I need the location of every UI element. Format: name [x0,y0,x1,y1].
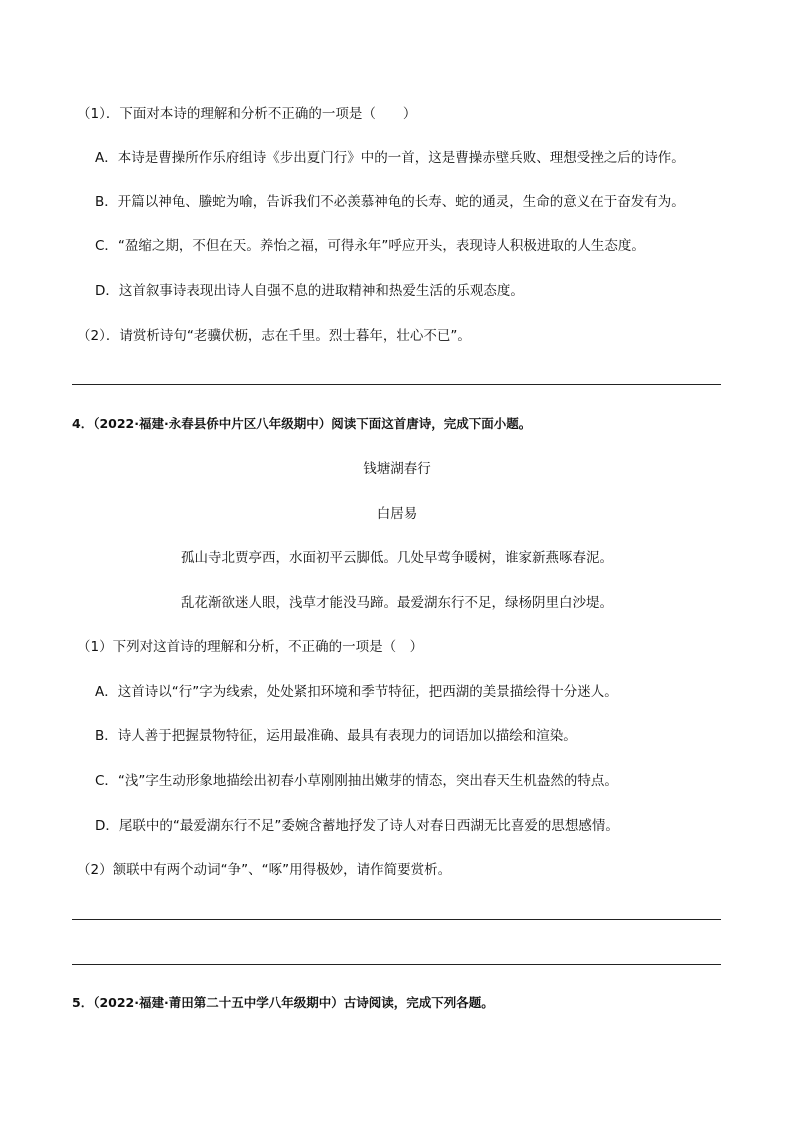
poem-line-1: 孤山寺北贾亭西，水面初平云脚低。几处早莺争暖树，谁家新燕啄春泥。 [181,550,613,566]
q4-option-d: D．尾联中的“最爱湖东行不足”委婉含蓄地抒发了诗人对春日西湖无比喜爱的思想感情。 [95,818,619,834]
q4-option-a: A．这首诗以“行”字为线索，处处紧扣环境和季节特征，把西湖的美景描绘得十分迷人。 [95,684,618,700]
q3-sub2: （2）．请赏析诗句“老骥伏枥，志在千里。烈士暮年，壮心不已”。 [77,328,471,344]
q5-header: 5．（2022·福建·莆田第二十五中学八年级期中）古诗阅读，完成下列各题。 [72,995,494,1010]
answer-line [72,919,721,920]
q4-sub2: （2）颔联中有两个动词“争”、“啄”用得极妙，请作简要赏析。 [77,862,452,878]
q3-option-d: D．这首叙事诗表现出诗人自强不息的进取精神和热爱生活的乐观态度。 [95,283,524,299]
q3-sub1: （1）．下面对本诗的理解和分析不正确的一项是（ ） [77,106,417,122]
q3-option-b: B．开篇以神龟、螣蛇为喻，告诉我们不必羡慕神龟的长寿、蛇的通灵，生命的意义在于奋发有为。 [95,194,685,210]
q3-option-c: C．“盈缩之期，不但在天。养怡之福，可得永年”呼应开头，表现诗人积极进取的人生态度。 [95,238,645,254]
poem-author: 白居易 [376,506,418,522]
q4-option-c: C．“浅”字生动形象地描绘出初春小草刚刚抽出嫩芽的情态，突出春天生机盎然的特点。 [95,773,618,789]
q4-sub1: （1）下列对这首诗的理解和分析，不正确的一项是（ ） [77,639,424,655]
answer-line [72,964,721,965]
q4-header: 4．（2022·福建·永春县侨中片区八年级期中）阅读下面这首唐诗，完成下面小题。 [72,416,532,431]
poem-title: 钱塘湖春行 [363,461,431,477]
answer-line [72,384,721,385]
q4-option-b: B．诗人善于把握景物特征，运用最准确、最具有表现力的词语加以描绘和渲染。 [95,728,577,744]
q3-option-a: A．本诗是曹操所作乐府组诗《步出夏门行》中的一首，这是曹操赤壁兵败、理想受挫之后的诗作。 [95,150,685,166]
poem-line-2: 乱花渐欲迷人眼，浅草才能没马蹄。最爱湖东行不足，绿杨阴里白沙堤。 [181,595,613,611]
